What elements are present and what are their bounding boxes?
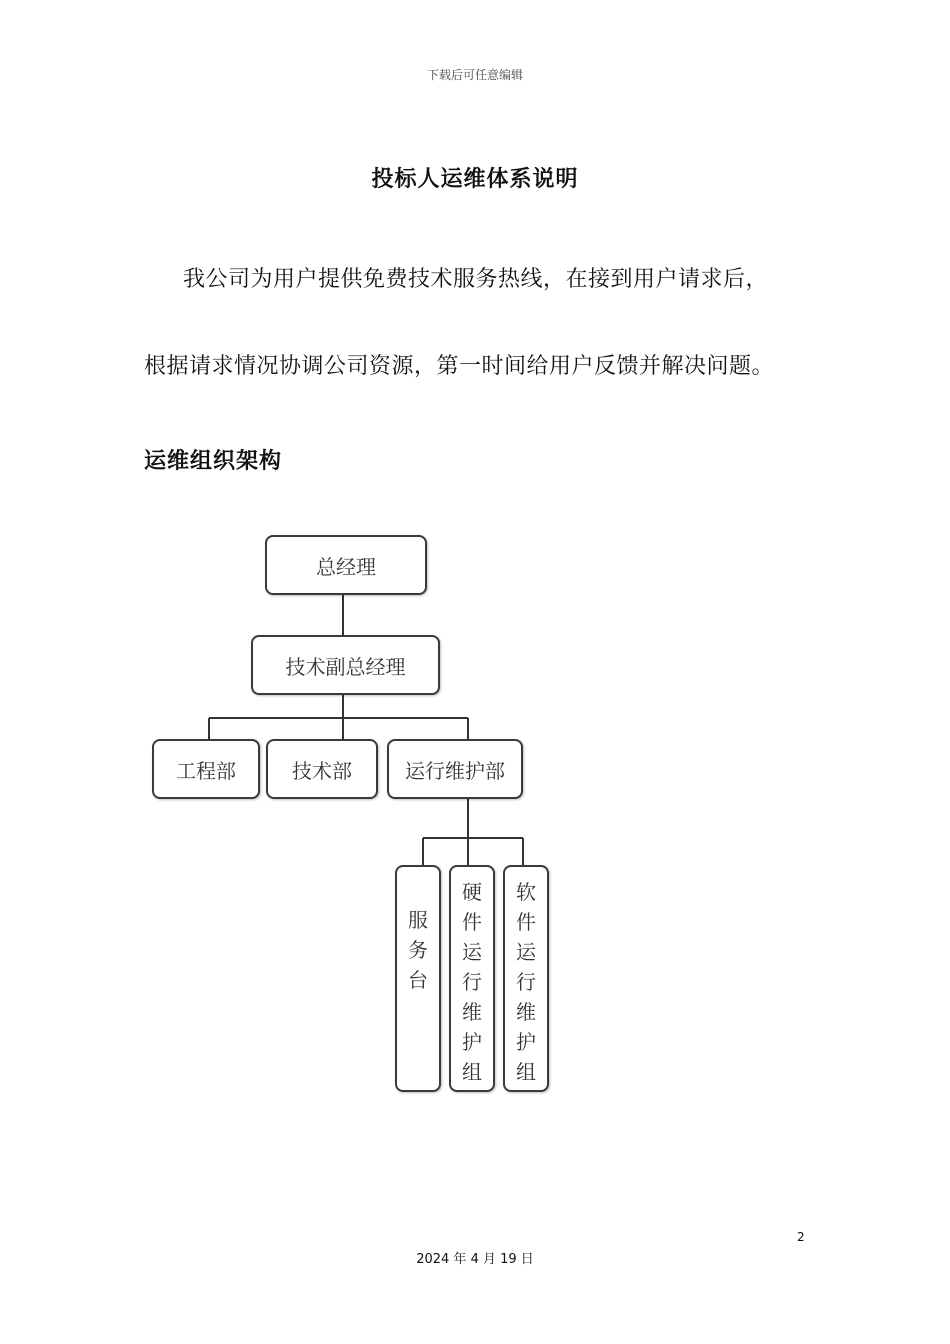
department-label: 工程部 <box>176 758 236 783</box>
paragraph-line-1: 我公司为用户提供免费技术服务热线，在接到用户请求后， <box>183 267 769 292</box>
section-heading: 运维组织架构 <box>144 449 283 474</box>
group-box-service-desk <box>395 865 441 1092</box>
header-note: 下载后可任意编辑 <box>426 68 523 82</box>
department-label: 技术部 <box>292 758 352 783</box>
department-box-operations <box>387 739 523 799</box>
department-label: 运行维护部 <box>405 758 505 783</box>
footer-date: 2024 年 4 月 19 日 <box>416 1252 534 1267</box>
group-box-software <box>503 865 549 1092</box>
group-label: 服务台 <box>408 908 428 992</box>
deputy-manager-box <box>251 635 440 695</box>
group-label: 硬件运行维护组 <box>462 880 482 1084</box>
document-title: 投标人运维体系说明 <box>371 167 579 192</box>
group-label: 软件运行维护组 <box>516 880 536 1084</box>
department-box-engineering <box>152 739 260 799</box>
general-manager-label: 总经理 <box>316 554 376 579</box>
general-manager-box <box>265 535 427 595</box>
page-number: 2 <box>797 1230 805 1244</box>
deputy-manager-label: 技术副总经理 <box>285 654 406 679</box>
department-box-technology <box>266 739 378 799</box>
group-box-hardware <box>449 865 495 1092</box>
paragraph-line-2: 根据请求情况协调公司资源，第一时间给用户反馈并解决问题。 <box>144 354 775 379</box>
